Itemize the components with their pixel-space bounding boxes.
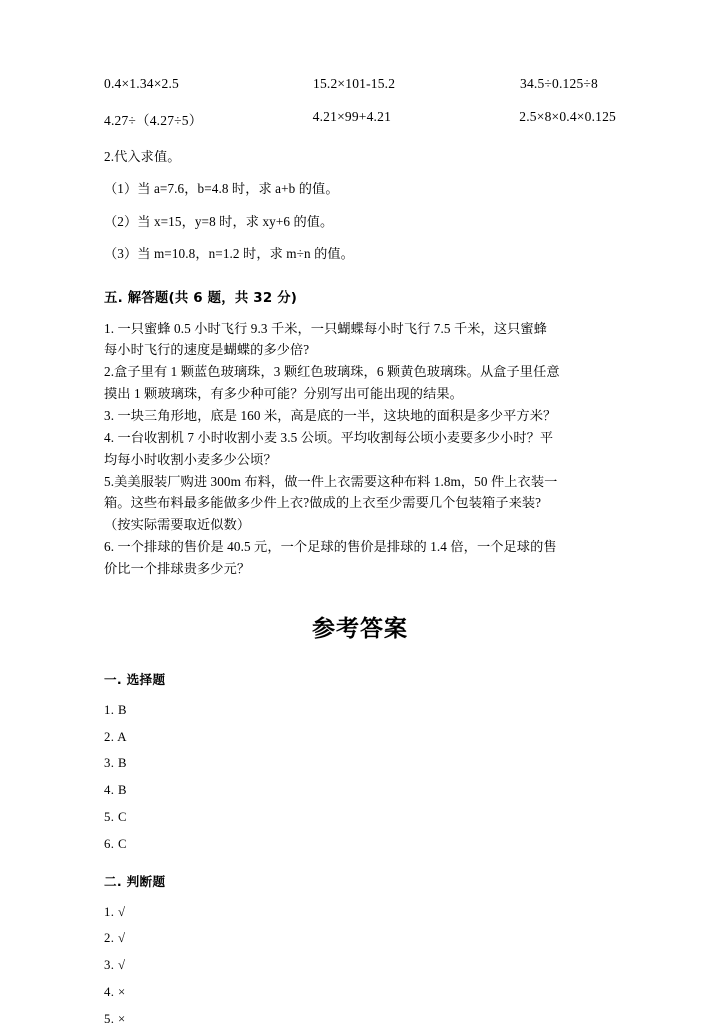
calc-expression: 15.2×101-15.2 xyxy=(313,76,396,91)
answer-item: 2. A xyxy=(104,729,127,744)
word-problem-line: 3. 一块三角形地，底是 160 米，高是底的一半，这块地的面积是多少平方米？ xyxy=(104,407,557,423)
word-problem-line: 每小时飞行的速度是蝴蝶的多少倍? xyxy=(104,342,310,358)
calc-expression: 4.21×99+4.21 xyxy=(312,109,392,124)
calc-row xyxy=(104,109,616,129)
calc-row xyxy=(104,76,616,92)
substitution-item-3: （3）当 m=10.8，n=1.2 时，求 m÷n 的值。 xyxy=(104,246,354,262)
answer-item: 3. √ xyxy=(104,958,126,973)
word-problem-line: 2.盒子里有 1 颗蓝色玻璃珠，3 颗红色玻璃珠，6 颗黄色玻璃珠。从盒子里任意 xyxy=(104,364,560,380)
calc-expression: 4.27÷（4.27÷5） xyxy=(104,113,203,128)
section-five-heading: 五. 解答题(共 6 题，共 32 分) xyxy=(104,290,298,306)
answer-item: 1. B xyxy=(104,702,127,717)
word-problem-line: 摸出 1 颗玻璃珠，有多少种可能？分别写出可能出现的结果。 xyxy=(104,386,463,402)
section-2-title: 2.代入求值。 xyxy=(104,149,181,164)
answer-list-1 xyxy=(104,704,616,851)
word-problem-line: 均每小时收割小麦多少公顷？ xyxy=(104,451,277,467)
calc-expression: 2.5×8×0.4×0.125 xyxy=(519,109,616,124)
word-problem-line: 箱。这些布料最多能做多少件上衣?做成的上衣至少需要几个包装箱子来装? xyxy=(104,495,542,511)
word-problem-line: （按实际需要取近似数） xyxy=(104,517,251,533)
answer-item: 6. C xyxy=(104,836,127,851)
answer-item: 5. C xyxy=(104,810,127,824)
answer-list-2 xyxy=(104,906,616,1026)
answer-item: 4. B xyxy=(104,783,127,798)
substitution-item-1: （1）当 a=7.6，b=4.8 时，求 a+b 的值。 xyxy=(104,181,339,197)
answer-section-heading-2: 二. 判断题 xyxy=(104,873,166,889)
word-problem-line: 5.美美服装厂购进 300m 布料，做一件上衣需要这种布料 1.8m，50 件上衣装一 xyxy=(104,473,558,489)
calc-expression: 0.4×1.34×2.5 xyxy=(104,76,180,91)
answer-item: 1. √ xyxy=(104,904,126,919)
answer-item: 3. B xyxy=(104,756,127,771)
word-problem-list xyxy=(104,319,616,580)
word-problem-line: 价比一个排球贵多少元？ xyxy=(104,560,251,576)
word-problem-line: 1. 一只蜜蜂 0.5 小时飞行 9.3 千米，一只蝴蝶每小时飞行 7.5 千米，这只蜜蜂 xyxy=(104,320,547,336)
answer-item: 2. √ xyxy=(104,931,126,946)
substitution-item-2: （2）当 x=15，y=8 时，求 xy+6 的值。 xyxy=(104,213,334,229)
answer-item: 5. × xyxy=(104,1011,126,1026)
answer-section-heading-1: 一. 选择题 xyxy=(104,671,166,687)
answer-key-title: 参考答案 xyxy=(312,615,408,642)
word-problem-line: 6. 一个排球的售价是 40.5 元，一个足球的售价是排球的 1.4 倍，一个足球的售 xyxy=(104,539,557,555)
answer-item: 4. × xyxy=(104,984,126,999)
calc-expression: 34.5÷0.125÷8 xyxy=(520,76,598,91)
word-problem-line: 4. 一台收割机 7 小时收割小麦 3.5 公顷。平均收割每公顷小麦要多少小时？平 xyxy=(104,429,554,445)
